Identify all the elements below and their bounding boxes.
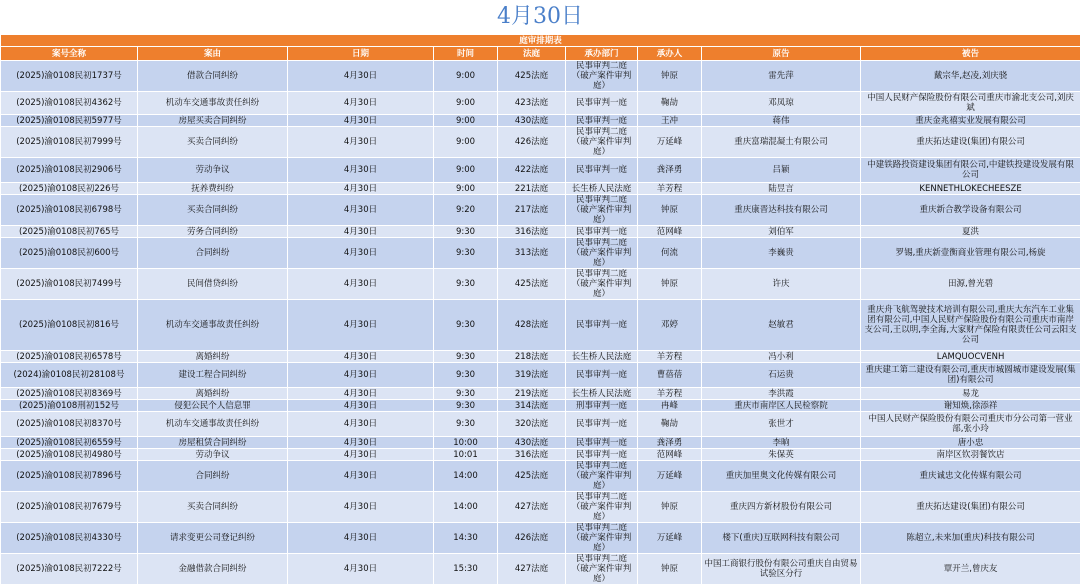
defendant-cell: 易龙 <box>861 388 1080 400</box>
date-cell: 4月30日 <box>288 554 434 585</box>
court-cell: 313法庭 <box>498 238 566 269</box>
column-header: 原告 <box>702 47 861 61</box>
case-number-cell: (2025)渝0108民初4980号 <box>1 449 138 461</box>
department-cell: 民事审判二庭（破产案件审判庭） <box>566 554 638 585</box>
column-header: 承办人 <box>638 47 702 61</box>
defendant-cell: 陈超立,未来加(重庆)科技有限公司 <box>861 523 1080 554</box>
time-cell: 9:00 <box>434 61 498 92</box>
cause-cell: 离婚纠纷 <box>138 388 288 400</box>
table-row <box>1 492 1080 523</box>
time-cell: 9:30 <box>434 300 498 351</box>
table-row <box>1 449 1080 461</box>
judge-cell: 何流 <box>638 238 702 269</box>
cause-cell: 买卖合同纠纷 <box>138 127 288 158</box>
time-cell: 9:00 <box>434 115 498 127</box>
court-cell: 430法庭 <box>498 115 566 127</box>
date-cell: 4月30日 <box>288 300 434 351</box>
judge-cell: 钟原 <box>638 554 702 585</box>
time-cell: 15:30 <box>434 554 498 585</box>
table-row <box>1 127 1080 158</box>
judge-cell: 羊芳程 <box>638 351 702 363</box>
cause-cell: 房屋买卖合同纠纷 <box>138 115 288 127</box>
court-cell: 219法庭 <box>498 388 566 400</box>
cause-cell: 机动车交通事故责任纠纷 <box>138 300 288 351</box>
time-cell: 14:00 <box>434 492 498 523</box>
defendant-cell: 南岸区钦羽餐饮店 <box>861 449 1080 461</box>
plaintiff-cell: 重庆康晋达科技有限公司 <box>702 195 861 226</box>
defendant-cell: 夏洪 <box>861 226 1080 238</box>
plaintiff-cell: 邓凤琼 <box>702 92 861 115</box>
date-cell: 4月30日 <box>288 363 434 388</box>
column-header: 时间 <box>434 47 498 61</box>
court-cell: 425法庭 <box>498 269 566 300</box>
cause-cell: 机动车交通事故责任纠纷 <box>138 92 288 115</box>
time-cell: 9:20 <box>434 195 498 226</box>
cause-cell: 买卖合同纠纷 <box>138 195 288 226</box>
case-number-cell: (2025)渝0108民初7222号 <box>1 554 138 585</box>
court-cell: 316法庭 <box>498 226 566 238</box>
date-cell: 4月30日 <box>288 183 434 195</box>
date-cell: 4月30日 <box>288 238 434 269</box>
judge-cell: 羊芳程 <box>638 388 702 400</box>
cause-cell: 抚养费纠纷 <box>138 183 288 195</box>
time-cell: 9:00 <box>434 158 498 183</box>
table-row <box>1 183 1080 195</box>
cause-cell: 离婚纠纷 <box>138 351 288 363</box>
case-number-cell: (2025)渝0108民初8369号 <box>1 388 138 400</box>
case-number-cell: (2025)渝0108民初7679号 <box>1 492 138 523</box>
date-cell: 4月30日 <box>288 92 434 115</box>
judge-cell: 钟原 <box>638 195 702 226</box>
table-caption: 庭审排期表 <box>1 35 1080 47</box>
case-number-cell: (2025)渝0108民初5977号 <box>1 115 138 127</box>
date-cell: 4月30日 <box>288 61 434 92</box>
defendant-cell: KENNETHLOKECHEESZE <box>861 183 1080 195</box>
judge-cell: 曹蓓蓓 <box>638 363 702 388</box>
case-number-cell: (2025)渝0108民初7499号 <box>1 269 138 300</box>
column-header: 被告 <box>861 47 1080 61</box>
defendant-cell: 重庆新合教学设备有限公司 <box>861 195 1080 226</box>
cause-cell: 房屋租赁合同纠纷 <box>138 437 288 449</box>
defendant-cell: 中建铁路投资建设集团有限公司,中建铁投建设发展有限公司 <box>861 158 1080 183</box>
judge-cell: 鞠劼 <box>638 412 702 437</box>
cause-cell: 借款合同纠纷 <box>138 61 288 92</box>
plaintiff-cell: 吕颖 <box>702 158 861 183</box>
table-body <box>1 61 1080 585</box>
defendant-cell: 重庆建工第二建设有限公司,重庆市城圆城市建设发展(集团)有限公司 <box>861 363 1080 388</box>
judge-cell: 万延峰 <box>638 523 702 554</box>
time-cell: 10:01 <box>434 449 498 461</box>
plaintiff-cell: 重庆加里奥文化传媒有限公司 <box>702 461 861 492</box>
court-cell: 218法庭 <box>498 351 566 363</box>
defendant-cell: 中国人民财产保险股份有限公司重庆市渝北支公司,刘庆斌 <box>861 92 1080 115</box>
case-number-cell: (2025)渝0108民初816号 <box>1 300 138 351</box>
case-number-cell: (2025)渝0108民初226号 <box>1 183 138 195</box>
date-cell: 4月30日 <box>288 449 434 461</box>
time-cell: 9:00 <box>434 127 498 158</box>
time-cell: 9:30 <box>434 412 498 437</box>
court-cell: 426法庭 <box>498 127 566 158</box>
department-cell: 民事审判二庭（破产案件审判庭） <box>566 269 638 300</box>
court-cell: 427法庭 <box>498 554 566 585</box>
table-row <box>1 351 1080 363</box>
table-row <box>1 226 1080 238</box>
cause-cell: 请求变更公司登记纠纷 <box>138 523 288 554</box>
judge-cell: 羊芳程 <box>638 183 702 195</box>
department-cell: 民事审判二庭（破产案件审判庭） <box>566 492 638 523</box>
case-number-cell: (2025)渝0108民初1737号 <box>1 61 138 92</box>
date-cell: 4月30日 <box>288 226 434 238</box>
plaintiff-cell: 重庆四方新材股份有限公司 <box>702 492 861 523</box>
table-row <box>1 400 1080 412</box>
plaintiff-cell: 楼下(重庆)互联网科技有限公司 <box>702 523 861 554</box>
date-cell: 4月30日 <box>288 195 434 226</box>
judge-cell: 范网峰 <box>638 449 702 461</box>
date-cell: 4月30日 <box>288 400 434 412</box>
date-cell: 4月30日 <box>288 461 434 492</box>
time-cell: 9:30 <box>434 400 498 412</box>
column-header: 案由 <box>138 47 288 61</box>
judge-cell: 万延峰 <box>638 127 702 158</box>
judge-cell: 邓婷 <box>638 300 702 351</box>
cause-cell: 机动车交通事故责任纠纷 <box>138 412 288 437</box>
plaintiff-cell: 赵敏君 <box>702 300 861 351</box>
judge-cell: 钟原 <box>638 61 702 92</box>
time-cell: 14:00 <box>434 461 498 492</box>
department-cell: 民事审判二庭（破产案件审判庭） <box>566 461 638 492</box>
department-cell: 民事审判一庭 <box>566 363 638 388</box>
case-number-cell: (2025)渝0108民初4330号 <box>1 523 138 554</box>
plaintiff-cell: 蒋伟 <box>702 115 861 127</box>
department-cell: 民事审判一庭 <box>566 449 638 461</box>
court-cell: 427法庭 <box>498 492 566 523</box>
court-cell: 221法庭 <box>498 183 566 195</box>
department-cell: 民事审判一庭 <box>566 437 638 449</box>
table-row <box>1 158 1080 183</box>
plaintiff-cell: 雷先萍 <box>702 61 861 92</box>
table-row <box>1 195 1080 226</box>
court-cell: 425法庭 <box>498 61 566 92</box>
defendant-cell: 罗锡,重庆新壹衡商业管理有限公司,杨旋 <box>861 238 1080 269</box>
court-cell: 319法庭 <box>498 363 566 388</box>
department-cell: 长生桥人民法庭 <box>566 351 638 363</box>
court-cell: 428法庭 <box>498 300 566 351</box>
cause-cell: 劳务合同纠纷 <box>138 226 288 238</box>
schedule-table <box>0 34 1080 585</box>
defendant-cell: LAMQUOCVENH <box>861 351 1080 363</box>
time-cell: 9:30 <box>434 238 498 269</box>
plaintiff-cell: 重庆市南岸区人民检察院 <box>702 400 861 412</box>
judge-cell: 冉峰 <box>638 400 702 412</box>
cause-cell: 劳动争议 <box>138 158 288 183</box>
plaintiff-cell: 朱保英 <box>702 449 861 461</box>
judge-cell: 鞠劼 <box>638 92 702 115</box>
plaintiff-cell: 陆昱言 <box>702 183 861 195</box>
date-cell: 4月30日 <box>288 492 434 523</box>
table-row <box>1 115 1080 127</box>
defendant-cell: 重庆诚忠文化传媒有限公司 <box>861 461 1080 492</box>
defendant-cell: 重庆金兆禧实业发展有限公司 <box>861 115 1080 127</box>
department-cell: 刑事审判一庭 <box>566 400 638 412</box>
case-number-cell: (2025)渝0108民初7896号 <box>1 461 138 492</box>
department-cell: 民事审判二庭（破产案件审判庭） <box>566 523 638 554</box>
plaintiff-cell: 李晌 <box>702 437 861 449</box>
column-header: 日期 <box>288 47 434 61</box>
plaintiff-cell: 张世才 <box>702 412 861 437</box>
court-cell: 430法庭 <box>498 437 566 449</box>
department-cell: 民事审判一庭 <box>566 300 638 351</box>
department-cell: 民事审判二庭（破产案件审判庭） <box>566 195 638 226</box>
plaintiff-cell: 许庆 <box>702 269 861 300</box>
table-row <box>1 300 1080 351</box>
case-number-cell: (2025)渝0108民初6798号 <box>1 195 138 226</box>
case-number-cell: (2025)渝0108民初7999号 <box>1 127 138 158</box>
judge-cell: 钟原 <box>638 269 702 300</box>
time-cell: 9:00 <box>434 92 498 115</box>
court-cell: 217法庭 <box>498 195 566 226</box>
time-cell: 9:30 <box>434 388 498 400</box>
cause-cell: 合同纠纷 <box>138 238 288 269</box>
defendant-cell: 重庆舟飞航驾驶技术培训有限公司,重庆大东汽车工业集团有限公司,中国人民财产保险股份有限公司重庆市南岸支公司,王以明,李全海,大家财产保险有限责任公司云阳支公司 <box>861 300 1080 351</box>
defendant-cell: 唐小忠 <box>861 437 1080 449</box>
cause-cell: 劳动争议 <box>138 449 288 461</box>
plaintiff-cell: 中国工商银行股份有限公司重庆自由贸易试验区分行 <box>702 554 861 585</box>
defendant-cell: 戴宗华,赵凌,刘庆骁 <box>861 61 1080 92</box>
defendant-cell: 谢知焕,徐添祥 <box>861 400 1080 412</box>
column-header: 承办部门 <box>566 47 638 61</box>
column-header: 法庭 <box>498 47 566 61</box>
court-cell: 316法庭 <box>498 449 566 461</box>
judge-cell: 范网峰 <box>638 226 702 238</box>
department-cell: 民事审判二庭（破产案件审判庭） <box>566 127 638 158</box>
plaintiff-cell: 重庆富瑞混凝土有限公司 <box>702 127 861 158</box>
department-cell: 长生桥人民法庭 <box>566 183 638 195</box>
date-cell: 4月30日 <box>288 388 434 400</box>
department-cell: 民事审判一庭 <box>566 412 638 437</box>
defendant-cell: 重庆拓达建设(集团)有限公司 <box>861 492 1080 523</box>
table-row <box>1 461 1080 492</box>
case-number-cell: (2025)渝0108民初600号 <box>1 238 138 269</box>
judge-cell: 王冲 <box>638 115 702 127</box>
case-number-cell: (2025)渝0108民初2906号 <box>1 158 138 183</box>
department-cell: 民事审判二庭（破产案件审判庭） <box>566 238 638 269</box>
department-cell: 民事审判一庭 <box>566 158 638 183</box>
plaintiff-cell: 石运贵 <box>702 363 861 388</box>
case-number-cell: (2025)渝0108刑初152号 <box>1 400 138 412</box>
plaintiff-cell: 李巍贵 <box>702 238 861 269</box>
case-number-cell: (2025)渝0108民初4362号 <box>1 92 138 115</box>
defendant-cell: 中国人民财产保险股份有限公司重庆市分公司第一营业部,张小玲 <box>861 412 1080 437</box>
date-cell: 4月30日 <box>288 437 434 449</box>
time-cell: 10:00 <box>434 437 498 449</box>
table-row <box>1 437 1080 449</box>
case-number-cell: (2025)渝0108民初8370号 <box>1 412 138 437</box>
time-cell: 9:30 <box>434 351 498 363</box>
court-cell: 422法庭 <box>498 158 566 183</box>
court-cell: 426法庭 <box>498 523 566 554</box>
table-row <box>1 363 1080 388</box>
cause-cell: 侵犯公民个人信息罪 <box>138 400 288 412</box>
case-number-cell: (2024)渝0108民初28108号 <box>1 363 138 388</box>
page-title: 4月30日 <box>0 0 1080 34</box>
department-cell: 民事审判一庭 <box>566 226 638 238</box>
court-cell: 314法庭 <box>498 400 566 412</box>
cause-cell: 建设工程合同纠纷 <box>138 363 288 388</box>
table-row <box>1 61 1080 92</box>
plaintiff-cell: 李洪霞 <box>702 388 861 400</box>
cause-cell: 买卖合同纠纷 <box>138 492 288 523</box>
time-cell: 9:00 <box>434 183 498 195</box>
date-cell: 4月30日 <box>288 351 434 363</box>
case-number-cell: (2025)渝0108民初765号 <box>1 226 138 238</box>
date-cell: 4月30日 <box>288 412 434 437</box>
judge-cell: 龚泽勇 <box>638 437 702 449</box>
time-cell: 9:30 <box>434 269 498 300</box>
plaintiff-cell: 冯小利 <box>702 351 861 363</box>
case-number-cell: (2025)渝0108民初6578号 <box>1 351 138 363</box>
table-row <box>1 554 1080 585</box>
table-row <box>1 238 1080 269</box>
time-cell: 14:30 <box>434 523 498 554</box>
court-cell: 425法庭 <box>498 461 566 492</box>
case-number-cell: (2025)渝0108民初6559号 <box>1 437 138 449</box>
defendant-cell: 田源,曾光碧 <box>861 269 1080 300</box>
cause-cell: 民间借贷纠纷 <box>138 269 288 300</box>
cause-cell: 金融借款合同纠纷 <box>138 554 288 585</box>
judge-cell: 钟原 <box>638 492 702 523</box>
table-row <box>1 269 1080 300</box>
date-cell: 4月30日 <box>288 269 434 300</box>
department-cell: 民事审判一庭 <box>566 115 638 127</box>
department-cell: 民事审判二庭（破产案件审判庭） <box>566 61 638 92</box>
plaintiff-cell: 刘伯军 <box>702 226 861 238</box>
court-cell: 320法庭 <box>498 412 566 437</box>
column-header: 案号全称 <box>1 47 138 61</box>
table-row <box>1 412 1080 437</box>
judge-cell: 万延峰 <box>638 461 702 492</box>
table-row <box>1 388 1080 400</box>
table-caption-row <box>1 35 1080 47</box>
table-header-row <box>1 47 1080 61</box>
department-cell: 长生桥人民法庭 <box>566 388 638 400</box>
court-cell: 423法庭 <box>498 92 566 115</box>
date-cell: 4月30日 <box>288 115 434 127</box>
table-row <box>1 92 1080 115</box>
defendant-cell: 重庆拓达建设(集团)有限公司 <box>861 127 1080 158</box>
time-cell: 9:30 <box>434 226 498 238</box>
date-cell: 4月30日 <box>288 127 434 158</box>
cause-cell: 合同纠纷 <box>138 461 288 492</box>
defendant-cell: 覃开兰,曾庆友 <box>861 554 1080 585</box>
date-cell: 4月30日 <box>288 158 434 183</box>
date-cell: 4月30日 <box>288 523 434 554</box>
department-cell: 民事审判一庭 <box>566 92 638 115</box>
schedule-table-wrapper <box>0 34 1080 585</box>
time-cell: 9:30 <box>434 363 498 388</box>
judge-cell: 龚泽勇 <box>638 158 702 183</box>
